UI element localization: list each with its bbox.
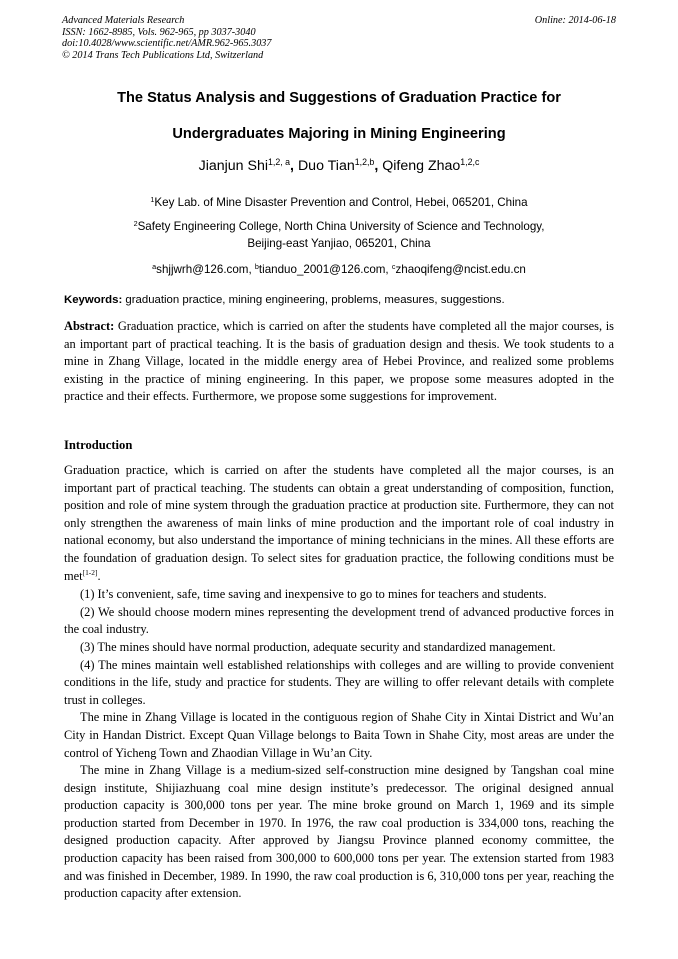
author-sep: , xyxy=(290,158,298,174)
author-sup: 1,2, a xyxy=(268,157,291,168)
journal-name: Advanced Materials Research xyxy=(62,15,185,26)
affiliation-1-text: Key Lab. of Mine Disaster Prevention and Control, Hebei, 065201, China xyxy=(154,196,528,209)
affiliation-2 xyxy=(40,220,638,233)
paragraph: The mine in Zhang Village is a medium-sized self-construction mine designed by Tangshan coal mine design institute, Shijiazhuang coal mine design institute’s predecessor. The original designed annual production capacity is 300,000 tons per year. The mine broke ground on March 1, 1969 and its simple production started from December in 1970. In 1976, the raw coal production is 334,000 tons, reaching the designed production capacity. After approved by Jiangsu Province planned economy committee, the production capacity has been raised from 300,000 to 600,000 tons per year. The extension started from 1983 and was finished in December, 1989. In 1990, the raw coal production is 6, 310,000 tons per year, reaching the production capacity after extension. xyxy=(64,763,614,901)
online-date: Online: 2014-06-18 xyxy=(534,15,616,26)
email-list xyxy=(40,263,638,276)
abstract-label: Abstract: xyxy=(64,319,115,333)
paragraph: The mine in Zhang Village is located in the contiguous region of Shahe City in Xintai District and Wu’an City in Handan District. Except Quan Village belongs to Baita Town in Shahe City, most areas are under the control of Yicheng Town and Zhaodian Village in Wu’an City. xyxy=(64,710,614,760)
email-a: shjjwrh@126.com, xyxy=(156,263,255,276)
title-line-1: The Status Analysis and Suggestions of Graduation Practice for xyxy=(117,90,561,106)
citation: [1-2] xyxy=(82,568,98,578)
copyright-line: © 2014 Trans Tech Publications Ltd, Switzerland xyxy=(62,49,264,61)
email-b: tianduo_2001@126.com, xyxy=(258,263,392,276)
condition-3: (3) The mines should have normal production, adequate security and standardized management. xyxy=(80,639,556,654)
keywords-label: Keywords: xyxy=(64,294,123,306)
email-c: zhaoqifeng@ncist.edu.cn xyxy=(395,263,526,276)
abstract-text: Graduation practice, which is carried on after the students have completed all the major courses, is an important part of practical teaching. It is the basis of graduation design and thesis. We took students to a mine in Zhang Village, located in the middle energy area of Hebei Province, and realized some problems existing in the practice of mining engineering. In this paper, we propose some measures adopted in the practice and their effects. Furthermore, we propose some suggestions for improvement. xyxy=(64,319,614,404)
keywords-text: graduation practice, mining engineering, problems, measures, suggestions. xyxy=(122,294,505,306)
condition-4: (4) The mines maintain well established relationships with colleges and are willing to provide convenient conditions in the life, study and practice for students. They are willing to offer relevant details with complete trust in colleges. xyxy=(64,657,614,707)
author-sup: 1,2,c xyxy=(460,157,480,168)
doi-line: doi:10.4028/www.scientific.net/AMR.962-965.3037 xyxy=(62,38,272,50)
affiliation-1 xyxy=(40,196,638,209)
title-line-2: Undergraduates Majoring in Mining Engineering xyxy=(172,126,506,142)
author-list xyxy=(40,158,638,174)
author-name: Duo Tian xyxy=(297,158,355,174)
journal-header xyxy=(62,15,616,61)
affiliation-2-text: Safety Engineering College, North China University of Science and Technology, xyxy=(137,220,545,233)
affiliation-2-line-2: Beijing-east Yanjiao, 065201, China xyxy=(247,237,431,250)
author-name: Qifeng Zhao xyxy=(382,158,461,174)
condition-1: (1) It’s convenient, safe, time saving and inexpensive to go to mines for teachers and students. xyxy=(80,587,547,602)
abstract xyxy=(64,318,614,406)
author-name: Jianjun Shi xyxy=(198,158,269,174)
introduction-body xyxy=(64,462,614,903)
issn-line: ISSN: 1662-8985, Vols. 962-965, pp 3037-3040 xyxy=(62,26,256,38)
keywords xyxy=(64,294,618,306)
author-sep: , xyxy=(374,158,383,174)
paragraph-text: Graduation practice, which is carried on after the students have completed all the major courses, is an important part of practical teaching. The students can obtain a great understanding of composition, function, position and role of mine system through the graduation practice at production site. Furthermore, they can not only strengthen the awareness of main links of mine production and the important role of coal industry in national economy, but also understand the importance of mining technicians in the mines. All these efforts are the foundation of graduation design. To select sites for graduation practice, the following conditions must be met xyxy=(64,463,614,583)
affiliation-1-sup: 1 xyxy=(150,195,155,205)
email-a-sup: a xyxy=(152,262,157,272)
section-heading-introduction: Introduction xyxy=(64,438,133,452)
paragraph xyxy=(64,462,614,586)
email-c-sup: c xyxy=(391,262,396,272)
condition-2: (2) We should choose modern mines representing the development trend of advanced productive forces in the coal industry. xyxy=(64,604,614,637)
email-b-sup: b xyxy=(254,262,259,272)
author-sup: 1,2,b xyxy=(354,157,375,168)
paragraph-end: . xyxy=(97,568,101,583)
affiliation-2-sup: 2 xyxy=(133,219,138,229)
